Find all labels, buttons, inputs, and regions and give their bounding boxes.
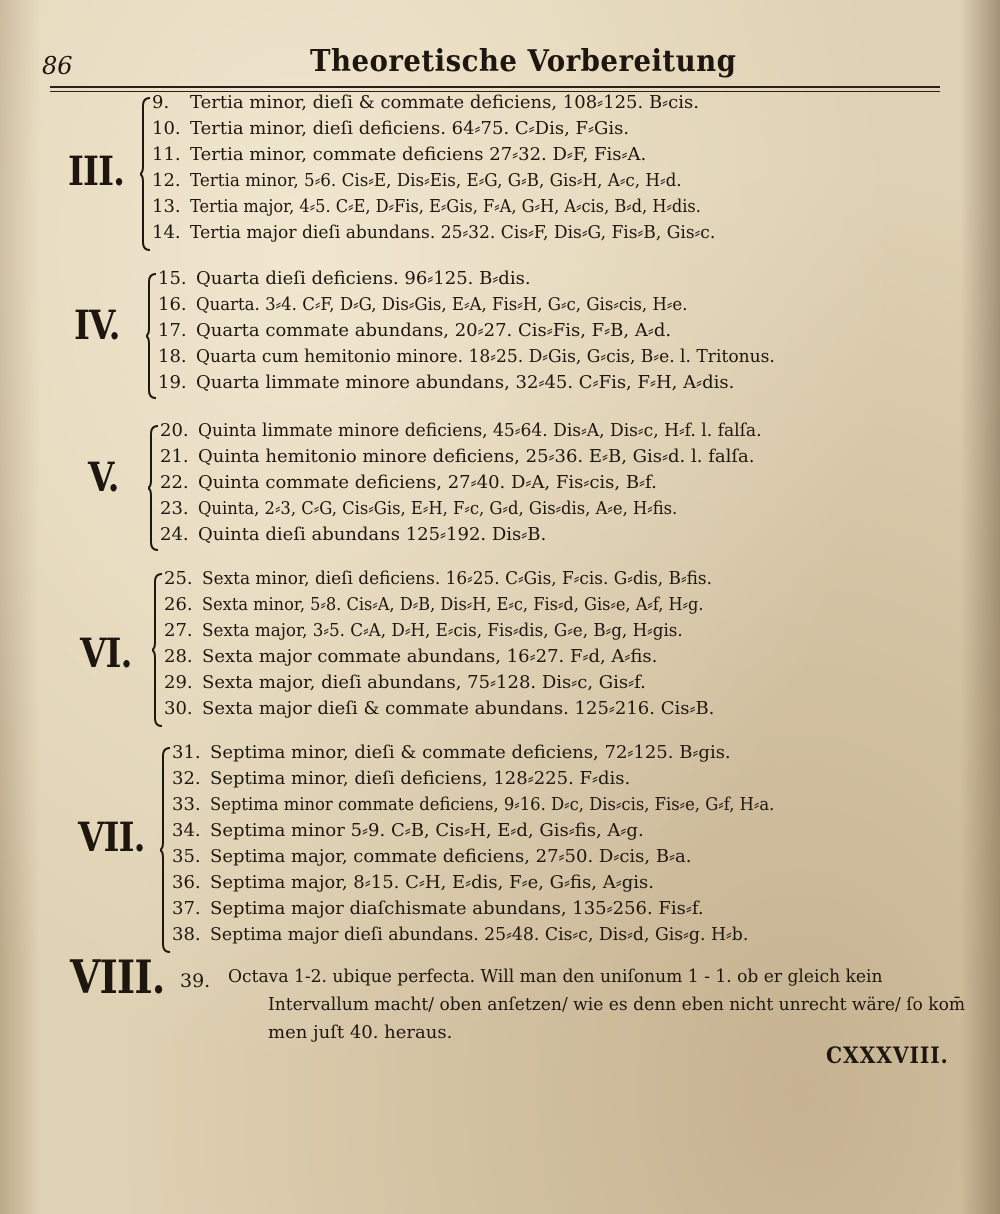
group-brace	[152, 572, 164, 728]
interval-row: 31. Septima minor, dieſi & commate deficiens, 72⸗125. B⸗gis.	[172, 742, 731, 763]
interval-row: 30. Sexta major dieſi & commate abundans. 125⸗216. Cis⸗B.	[164, 698, 715, 719]
octave-line: Octava 1-2. ubique perfecta. Will man den uniſonum 1 - 1. ob er gleich kein	[228, 966, 883, 987]
group-rows	[152, 90, 758, 246]
interval-row: 13. Tertia major, 4⸗5. C⸗E, D⸗Fis, E⸗Gis, F⸗A, G⸗H, A⸗cis, B⸗d, H⸗dis.	[152, 196, 701, 217]
interval-row: 24. Quinta dieſi abundans 125⸗192. Dis⸗B.	[160, 524, 547, 545]
interval-row: 10. Tertia minor, dieſi deficiens. 64⸗75. C⸗Dis, F⸗Gis.	[152, 118, 630, 139]
interval-row: 34. Septima minor 5⸗9. C⸗B, Cis⸗H, E⸗d, Gis⸗fis, A⸗g.	[172, 820, 644, 841]
octave-line: Intervallum macht/ oben anſetzen/ wie es denn eben nicht unrecht wäre/ ſo kom̄	[268, 994, 966, 1015]
interval-row: 22. Quinta commate deficiens, 27⸗40. D⸗A, Fis⸗cis, B⸗f.	[160, 472, 657, 493]
interval-row: 27. Sexta major, 3⸗5. C⸗A, D⸗H, E⸗cis, Fis⸗dis, G⸗e, B⸗g, H⸗gis.	[164, 620, 683, 641]
interval-row: 29. Sexta major, dieſi abundans, 75⸗128. Dis⸗c, Gis⸗f.	[164, 672, 646, 693]
interval-row: 33. Septima minor commate deficiens, 9⸗16. D⸗c, Dis⸗cis, Fis⸗e, G⸗f, H⸗a.	[172, 794, 775, 815]
page-number: 86	[42, 52, 73, 80]
group-roman-numeral: VII.	[78, 814, 145, 861]
interval-row: 18. Quarta cum hemitonio minore. 18⸗25. D⸗Gis, G⸗cis, B⸗e. l. Tritonus.	[158, 346, 775, 367]
interval-row: 11. Tertia minor, commate deficiens 27⸗32. D⸗F, Fis⸗A.	[152, 144, 647, 165]
group-brace	[146, 272, 158, 400]
header-rule	[50, 86, 940, 88]
interval-row: 17. Quarta commate abundans, 20⸗27. Cis⸗Fis, F⸗B, A⸗d.	[158, 320, 672, 341]
interval-row: 16. Quarta. 3⸗4. C⸗F, D⸗G, Dis⸗Gis, E⸗A, Fis⸗H, G⸗c, Gis⸗cis, H⸗e.	[158, 294, 688, 315]
interval-row: 38. Septima major dieſi abundans. 25⸗48. Cis⸗c, Dis⸗d, Gis⸗g. H⸗b.	[172, 924, 749, 945]
interval-row: 32. Septima minor, dieſi deficiens, 128⸗225. F⸗dis.	[172, 768, 631, 789]
group-brace	[140, 96, 152, 252]
interval-row: 9. Tertia minor, dieſi & commate deficiens, 108⸗125. B⸗cis.	[152, 92, 699, 113]
interval-row: 35. Septima major, commate deficiens, 27⸗50. D⸗cis, B⸗a.	[172, 846, 692, 867]
interval-row: 26. Sexta minor, 5⸗8. Cis⸗A, D⸗B, Dis⸗H, E⸗c, Fis⸗d, Gis⸗e, A⸗f, H⸗g.	[164, 594, 704, 615]
group-rows	[158, 266, 805, 396]
group-roman-numeral: III.	[68, 148, 125, 195]
group-roman-numeral: VIII.	[70, 950, 165, 1004]
interval-row: 37. Septima major diaſchismate abundans, 135⸗256. Fis⸗f.	[172, 898, 704, 919]
interval-row: 25. Sexta minor, dieſi deficiens. 16⸗25. C⸗Gis, F⸗cis. G⸗dis, B⸗fis.	[164, 568, 712, 589]
group-roman-numeral: V.	[88, 454, 119, 501]
interval-row: 14. Tertia major dieſi abundans. 25⸗32. Cis⸗F, Dis⸗G, Fis⸗B, Gis⸗c.	[152, 222, 716, 243]
group-brace	[148, 424, 160, 552]
interval-row: 23. Quinta, 2⸗3, C⸗G, Cis⸗Gis, E⸗H, F⸗c, G⸗d, Gis⸗dis, A⸗e, H⸗fis.	[160, 498, 678, 519]
interval-row: 15. Quarta dieſi deficiens. 96⸗125. B⸗dis.	[158, 268, 531, 289]
group-brace	[160, 746, 172, 954]
interval-row: 36. Septima major, 8⸗15. C⸗H, E⸗dis, F⸗e, G⸗fis, A⸗gis.	[172, 872, 654, 893]
interval-row: 20. Quinta limmate minore deficiens, 45⸗64. Dis⸗A, Dis⸗c, H⸗f. l. falſa.	[160, 420, 762, 441]
interval-row: 19. Quarta limmate minore abundans, 32⸗45. C⸗Fis, F⸗H, A⸗dis.	[158, 372, 735, 393]
group-roman-numeral: VI.	[80, 630, 132, 677]
page-title: Theoretische Vorbereitung	[310, 44, 737, 79]
octave-number: 39.	[180, 970, 211, 992]
group-rows	[160, 418, 791, 548]
group-roman-numeral: IV.	[74, 302, 120, 349]
interval-row: 12. Tertia minor, 5⸗6. Cis⸗E, Dis⸗Eis, E⸗G, G⸗B, Gis⸗H, A⸗c, H⸗d.	[152, 170, 682, 191]
group-rows	[172, 740, 830, 948]
interval-row: 28. Sexta major commate abundans, 16⸗27. F⸗d, A⸗fis.	[164, 646, 658, 667]
interval-row: 21. Quinta hemitonio minore deficiens, 25⸗36. E⸗B, Gis⸗d. l. falſa.	[160, 446, 755, 467]
group-rows	[164, 566, 759, 722]
octave-line: men juſt 40. heraus.	[268, 1022, 453, 1043]
signature-mark: CXXXVIII.	[826, 1043, 949, 1069]
